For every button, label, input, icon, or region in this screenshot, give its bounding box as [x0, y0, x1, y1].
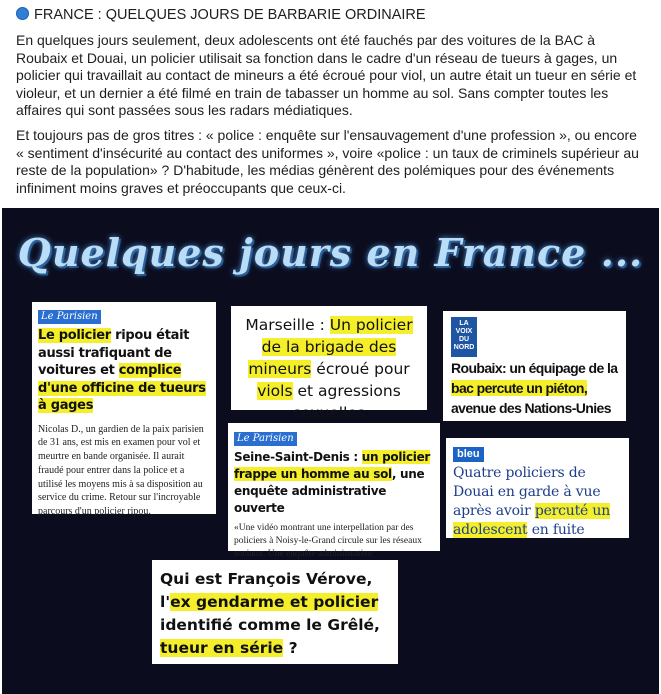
headline-highlight: complice d'une officine de tueurs à gages [38, 363, 206, 413]
collage-image[interactable] [2, 208, 659, 694]
post-title [16, 6, 426, 24]
headline-text: Roubaix: un équipage de la [451, 360, 618, 376]
headline-highlight: percuté un adolescent [453, 503, 611, 538]
headline-text: identifié comme le Grêlé, [160, 616, 380, 634]
post-title-text: FRANCE : QUELQUES JOURS DE BARBARIE ORDINAIRE [34, 7, 426, 23]
headline-text: et agressions sexuelles [292, 382, 401, 422]
card-excerpt: Nicolas D., un gardien de la paix parisien de 31 ans, est mis en examen pour vol et meurtre en bande organisée. Il aurait fraudé pour entrer dans la police et a utilisé les moyens mis à sa disposition au service du crime. Retour sur l'incroyable parcours d'un policier ripou. [38, 423, 204, 518]
news-card-seine-saint-denis [228, 423, 440, 559]
headline-text: écroué pour [311, 360, 410, 378]
news-card-voix-du-nord [443, 311, 626, 421]
headline-highlight: bac percute un piéton, [451, 380, 588, 396]
headline-text: avenue des Nations-Unies [451, 400, 611, 416]
card-headline [38, 327, 210, 415]
france-bleu-logo: bleu [453, 447, 484, 462]
headline-highlight: Le policier [38, 328, 111, 343]
headline-text: Marseille : [245, 316, 330, 334]
la-voix-du-nord-logo: LA VOIX DU NORD [451, 317, 477, 357]
news-card-parisien-ripou [32, 302, 216, 518]
headline-text: Quatre policiers de Douai en garde à vue après avoir [453, 465, 601, 519]
headline-highlight: tueur en série [160, 639, 284, 657]
news-card-france-bleu [446, 438, 629, 538]
collage-title: Quelques jours en France ... [17, 230, 644, 275]
post-paragraph-2: Et toujours pas de gros titres : « police : enquête sur l'ensauvagement d'une profession », ou encore « sentiment d'insécurité au contact des uniformes », voire «police : un taux de criminels supérieur au reste de la population» ? D'habitude, les médias génèrent des polémiques pour des événements infiniment moins graves et préoccupants que ceux-ci. [16, 127, 639, 196]
card-headline [453, 464, 622, 540]
blue-circle-icon [16, 7, 29, 20]
headline-highlight: Un policier de la brigade des mineurs [248, 316, 413, 378]
headline-text: Seine-Saint-Denis : [234, 450, 362, 464]
headline-text: ripou était aussi trafiquant de voitures et [38, 328, 190, 378]
card-headline [234, 449, 434, 517]
le-parisien-logo: Le Parisien [38, 310, 101, 324]
headline-text: Qui est François Vérove, l' [160, 570, 373, 611]
post-paragraph-1: En quelques jours seulement, deux adolescents ont été fauchés par des voitures de la BAC à Roubaix et Douai, un policier utilisait sa fonction dans le cadre d'un réseau de tueurs à gages, un policier qui travaillait au contact de mineurs a été écroué pour viol, un autre était un tueur en série et violeur, et un dernier a été filmé en train de tabasser un homme au sol. Sans compter toutes les affaires qui sont passées sous les radars médiatiques. [16, 32, 637, 119]
news-card-marseille [231, 306, 427, 422]
headline-text: en fuite [527, 522, 585, 538]
headline-text: , une enquête administrative ouverte [234, 467, 425, 515]
headline-highlight: un policier frappe un homme au sol [234, 450, 431, 481]
headline-text: ? [283, 639, 298, 657]
card-headline [451, 358, 623, 418]
headline-highlight: ex gendarme et policier [170, 593, 379, 611]
post-text-area [0, 0, 661, 207]
headline-highlight: viols [257, 382, 293, 400]
news-card-verove [152, 560, 398, 664]
le-parisien-logo: Le Parisien [234, 432, 297, 446]
card-excerpt: «Une vidéo montrant une interpellation par des policiers à Noisy-le-Grand circule sur les réseaux sociaux. Une enquête administrative [234, 523, 422, 559]
